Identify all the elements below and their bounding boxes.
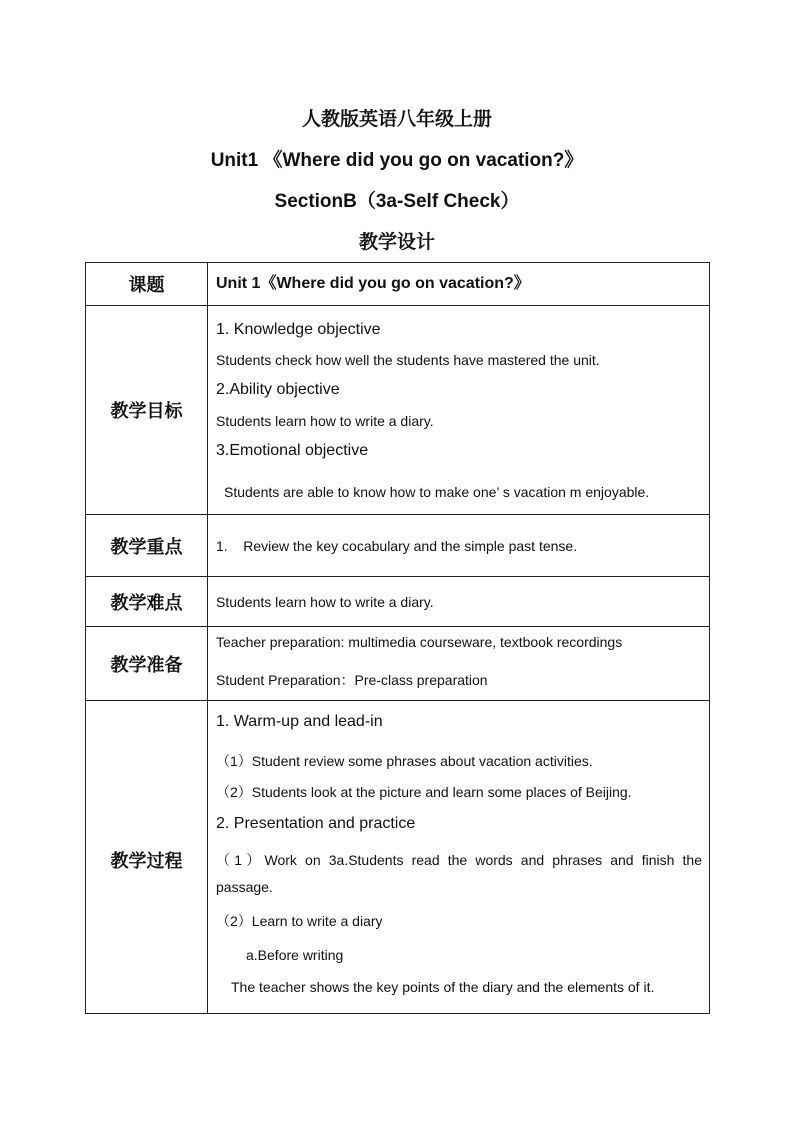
process-label-text: 教学过程 (110, 851, 183, 871)
document-title: 人教版英语八年级上册 (301, 109, 492, 130)
table-row-process (86, 701, 710, 1014)
step2-item-a: （1）Work on 3a.Students read the words and phrases and finish the passage. (216, 852, 702, 895)
student-preparation-text: Student Preparation：Pre-class preparation (216, 672, 488, 688)
step2-title: 2. Presentation and practice (216, 815, 416, 832)
knowledge-objective-text: Students check how well the students have mastered the unit. (216, 352, 600, 368)
design-title: 教学设计 (358, 232, 435, 253)
step1-item-a: （1）Student review some phrases about vacation activities. (216, 753, 593, 769)
topic-value: Unit 1《Where did you go on vacation?》 (216, 275, 530, 292)
knowledge-objective-title: 1. Knowledge objective (216, 321, 381, 338)
step1-title: 1. Warm-up and lead-in (216, 713, 383, 730)
ability-objective-title: 2.Ability objective (216, 381, 340, 398)
lesson-plan-table (85, 262, 710, 1014)
emotional-objective-title: 3.Emotional objective (216, 442, 369, 459)
preparation-label: 教学准备 (86, 627, 208, 701)
step2-item-b-text: The teacher shows the key points of the diary and the elements of it. (231, 979, 655, 995)
process-cell (208, 701, 710, 1014)
teacher-preparation-text: Teacher preparation: multimedia courseware, textbook recordings (216, 634, 623, 650)
key-points-cell (208, 515, 710, 577)
table-row-key-points (86, 515, 710, 577)
objectives-label: 教学目标 (86, 306, 208, 515)
key-points-text: 1. Review the key cocabulary and the simple past tense. (216, 537, 578, 554)
topic-label: 课题 (86, 263, 208, 306)
step2-item-b: （2）Learn to write a diary (216, 913, 383, 929)
key-points-label: 教学重点 (86, 515, 208, 577)
difficulties-label: 教学难点 (86, 577, 208, 627)
table-row-objectives (86, 306, 710, 515)
section-title: SectionB（3a-Self Check） (274, 191, 520, 212)
process-label (86, 701, 208, 1014)
topic-cell (208, 263, 710, 306)
step1-item-b: （2）Students look at the picture and learn some places of Beijing. (216, 784, 632, 800)
ability-objective-text: Students learn how to write a diary. (216, 413, 434, 429)
table-row-difficulties (86, 577, 710, 627)
preparation-cell (208, 627, 710, 701)
difficulties-cell (208, 577, 710, 627)
unit-title: Unit1 《Where did you go on vacation?》 (210, 150, 584, 171)
objectives-cell (208, 306, 710, 515)
table-row-preparation (86, 627, 710, 701)
emotional-objective-text: Students are able to know how to make one’ s vacation m enjoyable. (224, 484, 650, 500)
table-row-topic (86, 263, 710, 306)
difficulties-text: Students learn how to write a diary. (216, 593, 434, 610)
step2-item-b-subtitle: a.Before writing (246, 947, 344, 963)
